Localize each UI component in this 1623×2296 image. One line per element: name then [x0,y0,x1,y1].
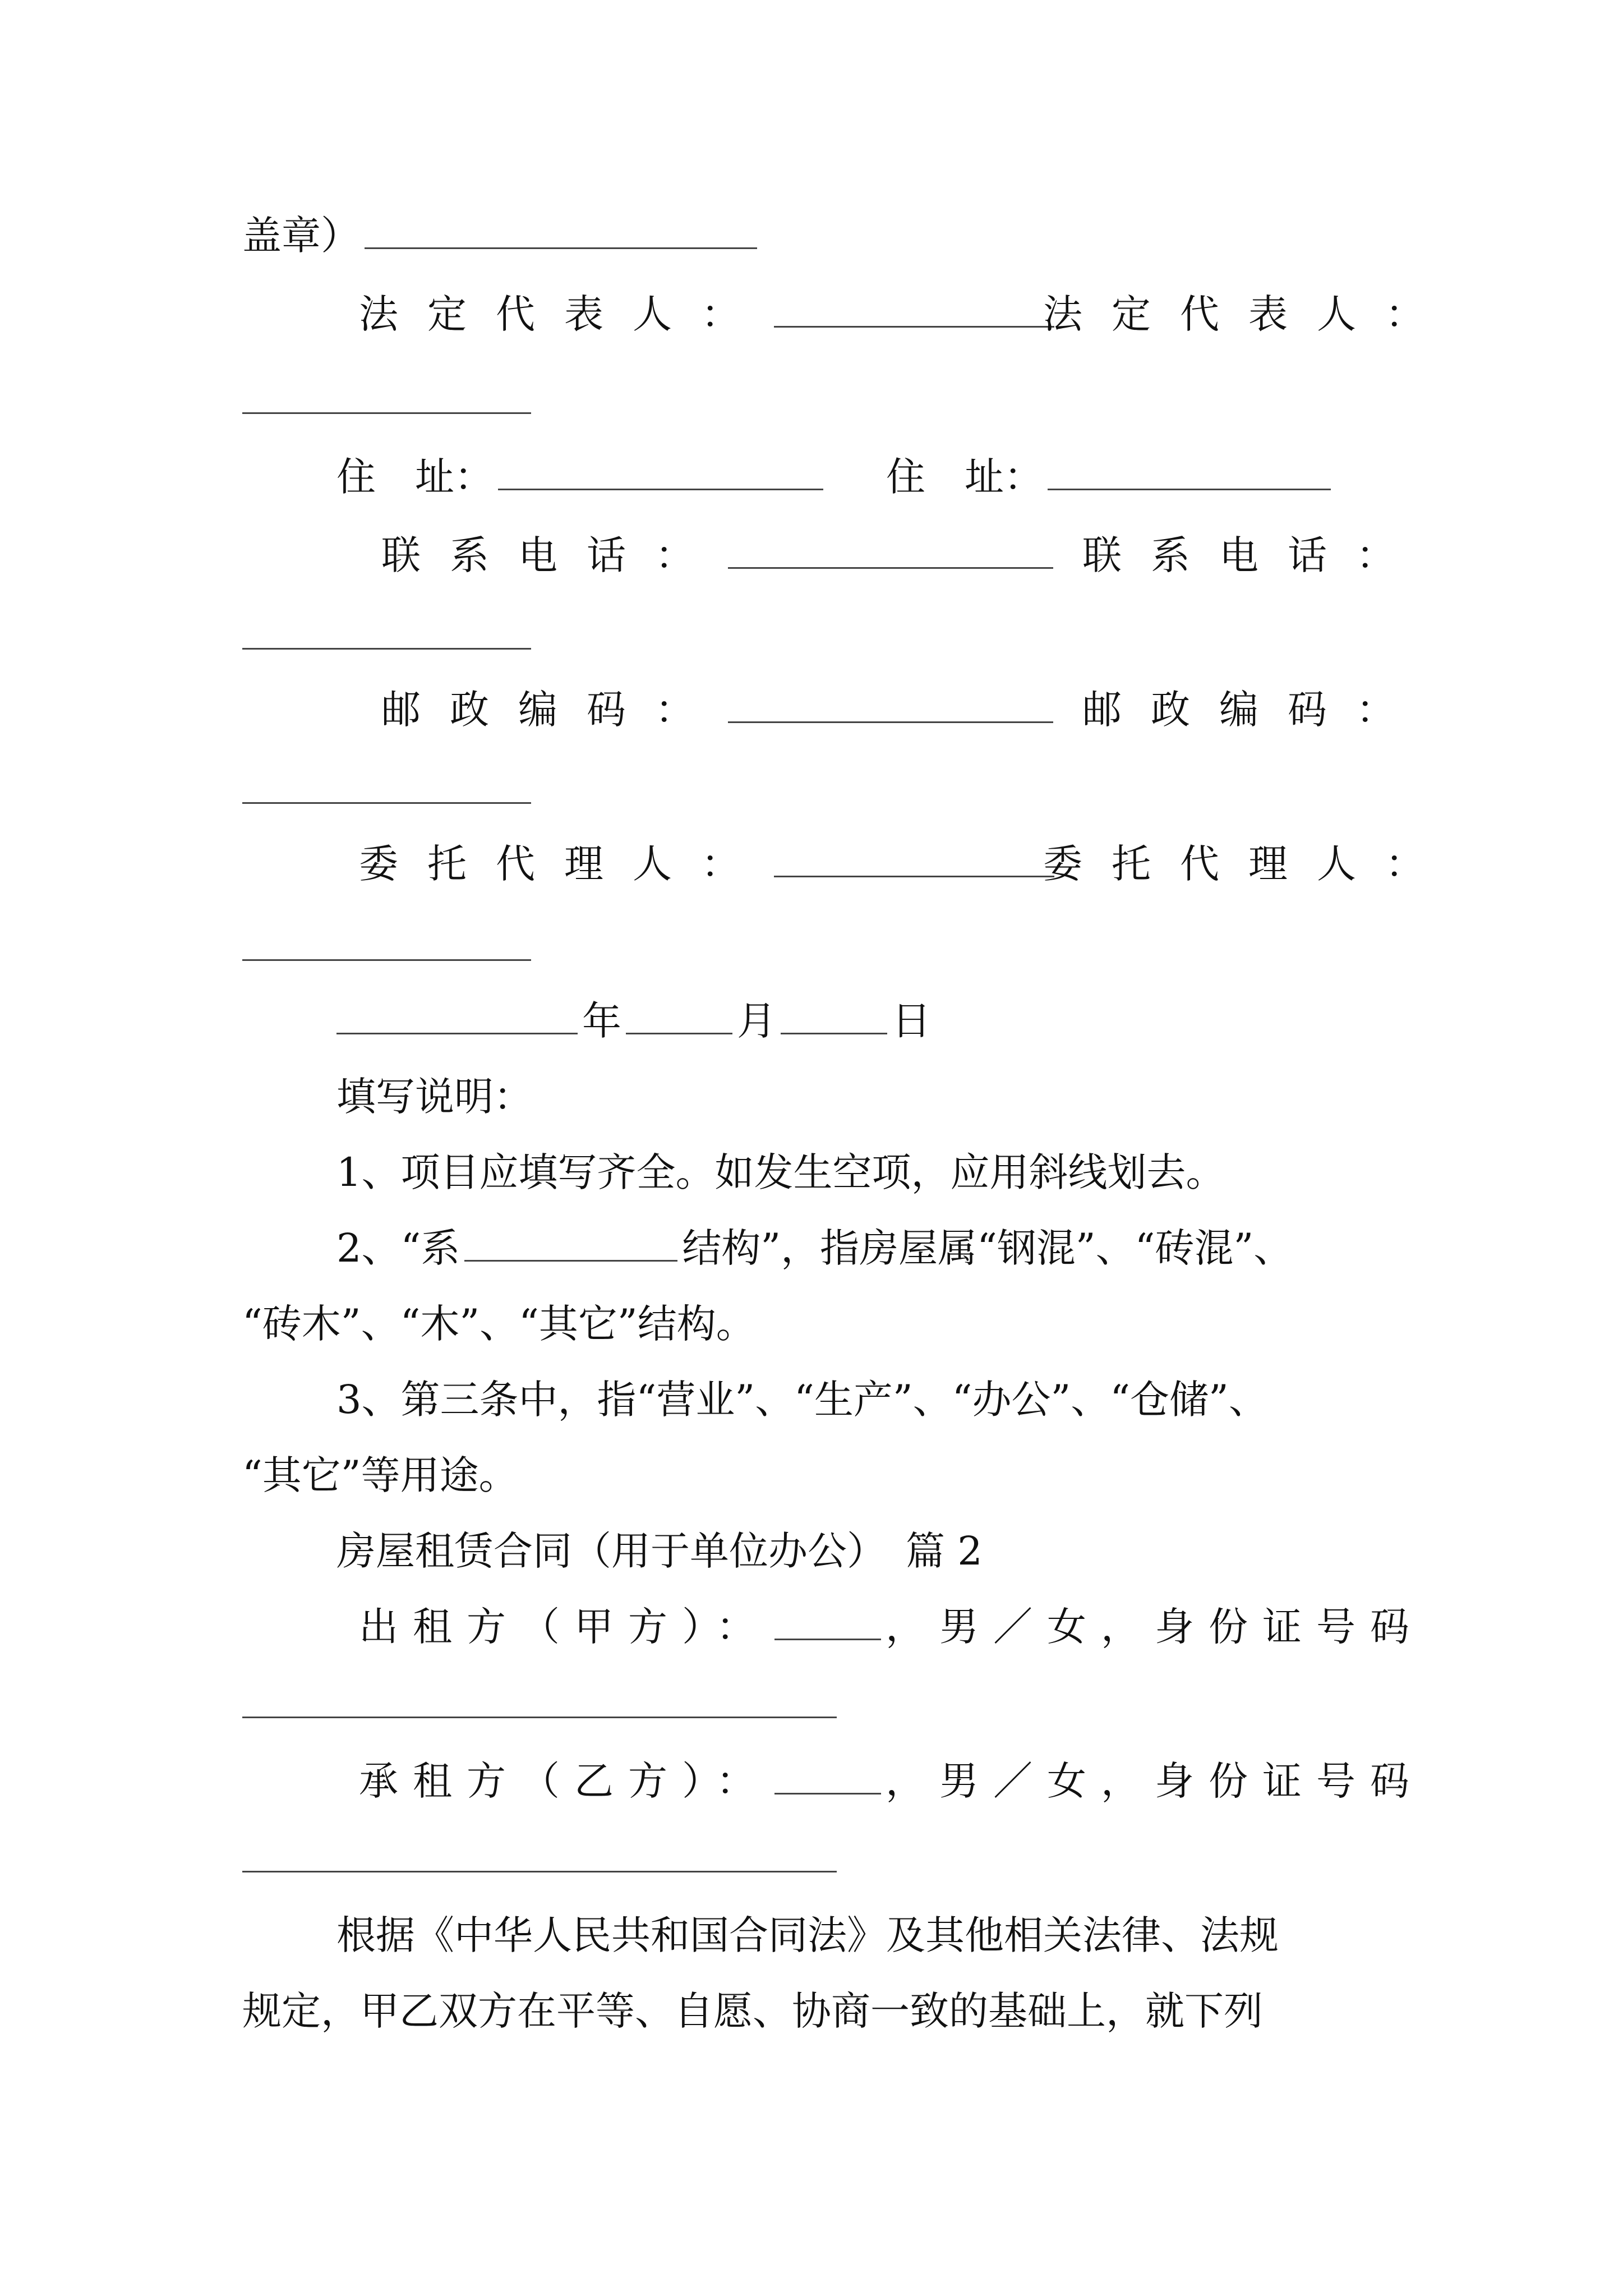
postal-line [381,682,1058,738]
lessor-label: 出租方（甲方）： [359,1604,770,1650]
address-a-label: 住 址： [336,454,494,500]
phone-line [381,527,1058,583]
day-blank [781,1033,887,1034]
address-a-blank [498,489,823,490]
lessee-gender-id: ，男／女，身份证号码 [886,1758,1424,1804]
seal-label: 盖章） [242,213,360,259]
lessee-line [359,1753,1424,1809]
legal-rep-line [359,286,1059,342]
note-1: 1、项目应填写齐全。如发生空项，应用斜线划去。 [336,1149,1225,1195]
phone-a-label: 联系电话： [381,532,723,578]
year-blank [336,1033,578,1034]
note-2-pre: 2、“系 [336,1225,460,1271]
address-b-blank [1048,489,1331,490]
lessor-gender-id: ，男／女，身份证号码 [886,1604,1424,1650]
agent-b-label: 委托代理人： [1043,841,1454,887]
agent-b-blank [242,959,531,961]
month-label: 月 [737,998,776,1044]
lessee-label: 承租方（乙方）： [359,1758,770,1804]
note-2-post: 结构”，指房屋属“钢混”、“砖混”、 [682,1225,1293,1271]
paragraph-line-1: 根据《中华人民共和国合同法》及其他相关法律、法规 [336,1912,1279,1958]
note-2 [336,1220,1293,1276]
seal-line [242,208,762,264]
address-b-label: 住 址： [886,454,1043,500]
agent-a-label: 委托代理人： [359,841,769,887]
legal-rep-a-blank [774,326,1054,328]
note-2-continued: “砖木”、“木”、“其它”结构。 [242,1301,755,1347]
lessor-name-blank [774,1639,881,1640]
legal-rep-b-blank [242,412,531,414]
postal-b-label: 邮政编码： [1082,687,1424,733]
agent-line [359,836,1059,892]
note-3: 3、第三条中，指“营业”、“生产”、“办公”、“仓储”、 [336,1377,1268,1423]
date-line [336,993,931,1049]
postal-b-blank [242,802,531,804]
postal-b [1082,682,1424,738]
agent-a-blank [774,876,1054,877]
lessor-line [359,1599,1424,1655]
agent-b [1043,836,1454,892]
note-2-blank [464,1260,677,1262]
paragraph-line-2: 规定，甲乙双方在平等、自愿、协商一致的基础上，就下列 [242,1988,1263,2034]
legal-rep-b-label: 法定代表人： [1043,291,1454,337]
postal-a-label: 邮政编码： [381,687,723,733]
notes-title: 填写说明： [336,1074,533,1120]
address-line [336,449,828,505]
phone-b-label: 联系电话： [1082,532,1424,578]
phone-b [1082,527,1424,583]
note-3-continued: “其它”等用途。 [242,1452,518,1498]
year-label: 年 [582,998,621,1044]
seal-blank [365,247,757,249]
phone-b-blank [242,648,531,650]
address-b [886,449,1335,505]
postal-a-blank [728,721,1053,723]
lessee-id-blank [242,1871,837,1872]
month-blank [626,1033,732,1034]
lessor-id-blank [242,1717,837,1718]
legal-rep-b [1043,286,1454,342]
lessee-name-blank [774,1793,881,1795]
phone-a-blank [728,567,1053,569]
section-title: 房屋租赁合同（用于单位办公） 篇 2 [336,1528,983,1574]
day-label: 日 [892,998,931,1044]
legal-rep-a-label: 法定代表人： [359,291,769,337]
